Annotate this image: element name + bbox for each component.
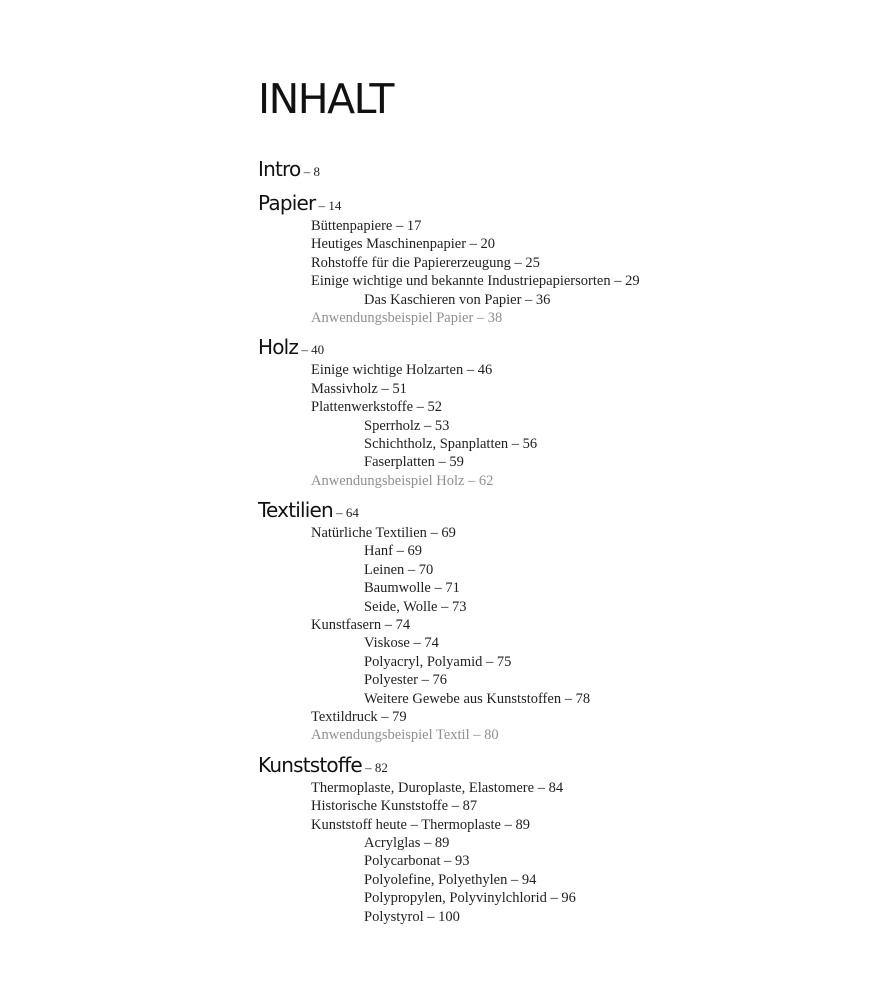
- toc-subsection-entry: Acrylglas – 89: [364, 834, 450, 851]
- toc-section-entry: Thermoplaste, Duroplaste, Elastomere – 84: [311, 779, 564, 796]
- chapter-title: Textilien: [258, 498, 333, 523]
- chapter-page-number: – 40: [298, 342, 325, 358]
- toc-section-entry: Plattenwerkstoffe – 52: [311, 399, 443, 416]
- chapter-title: Intro: [258, 157, 301, 181]
- page-title: INHALT: [258, 75, 393, 123]
- toc-example-entry: Anwendungsbeispiel Papier – 38: [311, 309, 503, 326]
- chapter-title: Papier: [258, 191, 316, 215]
- toc-subsection-entry: Polypropylen, Polyvinylchlorid – 96: [364, 890, 576, 907]
- toc-subsection-entry: Weitere Gewebe aus Kunststoffen – 78: [364, 690, 591, 707]
- toc-subsection-entry: Leinen – 70: [364, 561, 434, 578]
- chapter-page-number: – 82: [361, 759, 388, 775]
- toc-subsection-entry: Polycarbonat – 93: [364, 853, 470, 870]
- toc-subsection-entry: Polyacryl, Polyamid – 75: [364, 653, 512, 670]
- chapter-title: Kunststoffe: [258, 752, 362, 777]
- toc-subsection-entry: Viskose – 74: [364, 635, 439, 652]
- chapter-page-number: – 64: [332, 505, 359, 521]
- toc-example-entry: Anwendungsbeispiel Textil – 80: [311, 727, 499, 744]
- toc-subsection-entry: Das Kaschieren von Papier – 36: [364, 291, 551, 308]
- toc-section-entry: Historische Kunststoffe – 87: [311, 798, 478, 815]
- toc-section-entry: Einige wichtige Holzarten – 46: [311, 362, 493, 379]
- toc-subsection-entry: Sperrholz – 53: [364, 417, 450, 434]
- chapter-page-number: – 8: [300, 164, 320, 179]
- toc-section-entry: Heutiges Maschinenpapier – 20: [311, 236, 496, 253]
- toc-section-entry: Büttenpapiere – 17: [311, 218, 422, 234]
- toc-section-entry: Textildruck – 79: [311, 708, 407, 725]
- chapter-heading: [258, 155, 858, 183]
- toc-subsection-entry: Baumwolle – 71: [364, 580, 460, 597]
- table-of-contents: [258, 155, 858, 926]
- toc-section-entry: Massivholz – 51: [311, 380, 407, 397]
- toc-subsection-entry: Schichtholz, Spanplatten – 56: [364, 435, 538, 452]
- toc-subsection-entry: Polystyrol – 100: [364, 908, 460, 925]
- toc-section-entry: Einige wichtige und bekannte Industriepapiersorten – 29: [311, 273, 640, 290]
- toc-section-entry: Natürliche Textilien – 69: [311, 525, 456, 542]
- chapter-heading: [258, 496, 858, 524]
- toc-subsection-entry: Seide, Wolle – 73: [364, 598, 467, 615]
- chapter-title: Holz: [258, 335, 299, 360]
- toc-section-entry: Kunststoff heute – Thermoplaste – 89: [311, 816, 530, 833]
- toc-subsection-entry: Polyolefine, Polyethylen – 94: [364, 871, 537, 888]
- toc-section-entry: Rohstoffe für die Papiererzeugung – 25: [311, 254, 540, 271]
- chapter-heading: [258, 751, 858, 779]
- toc-subsection-entry: Polyester – 76: [364, 672, 447, 689]
- toc-section-entry: Kunstfasern – 74: [311, 617, 411, 634]
- toc-example-entry: Anwendungsbeispiel Holz – 62: [311, 472, 494, 489]
- chapter-heading: [258, 333, 858, 361]
- toc-subsection-entry: Faserplatten – 59: [364, 454, 464, 471]
- chapter-heading: [258, 189, 858, 217]
- chapter-page-number: – 14: [315, 198, 342, 213]
- toc-subsection-entry: Hanf – 69: [364, 543, 422, 560]
